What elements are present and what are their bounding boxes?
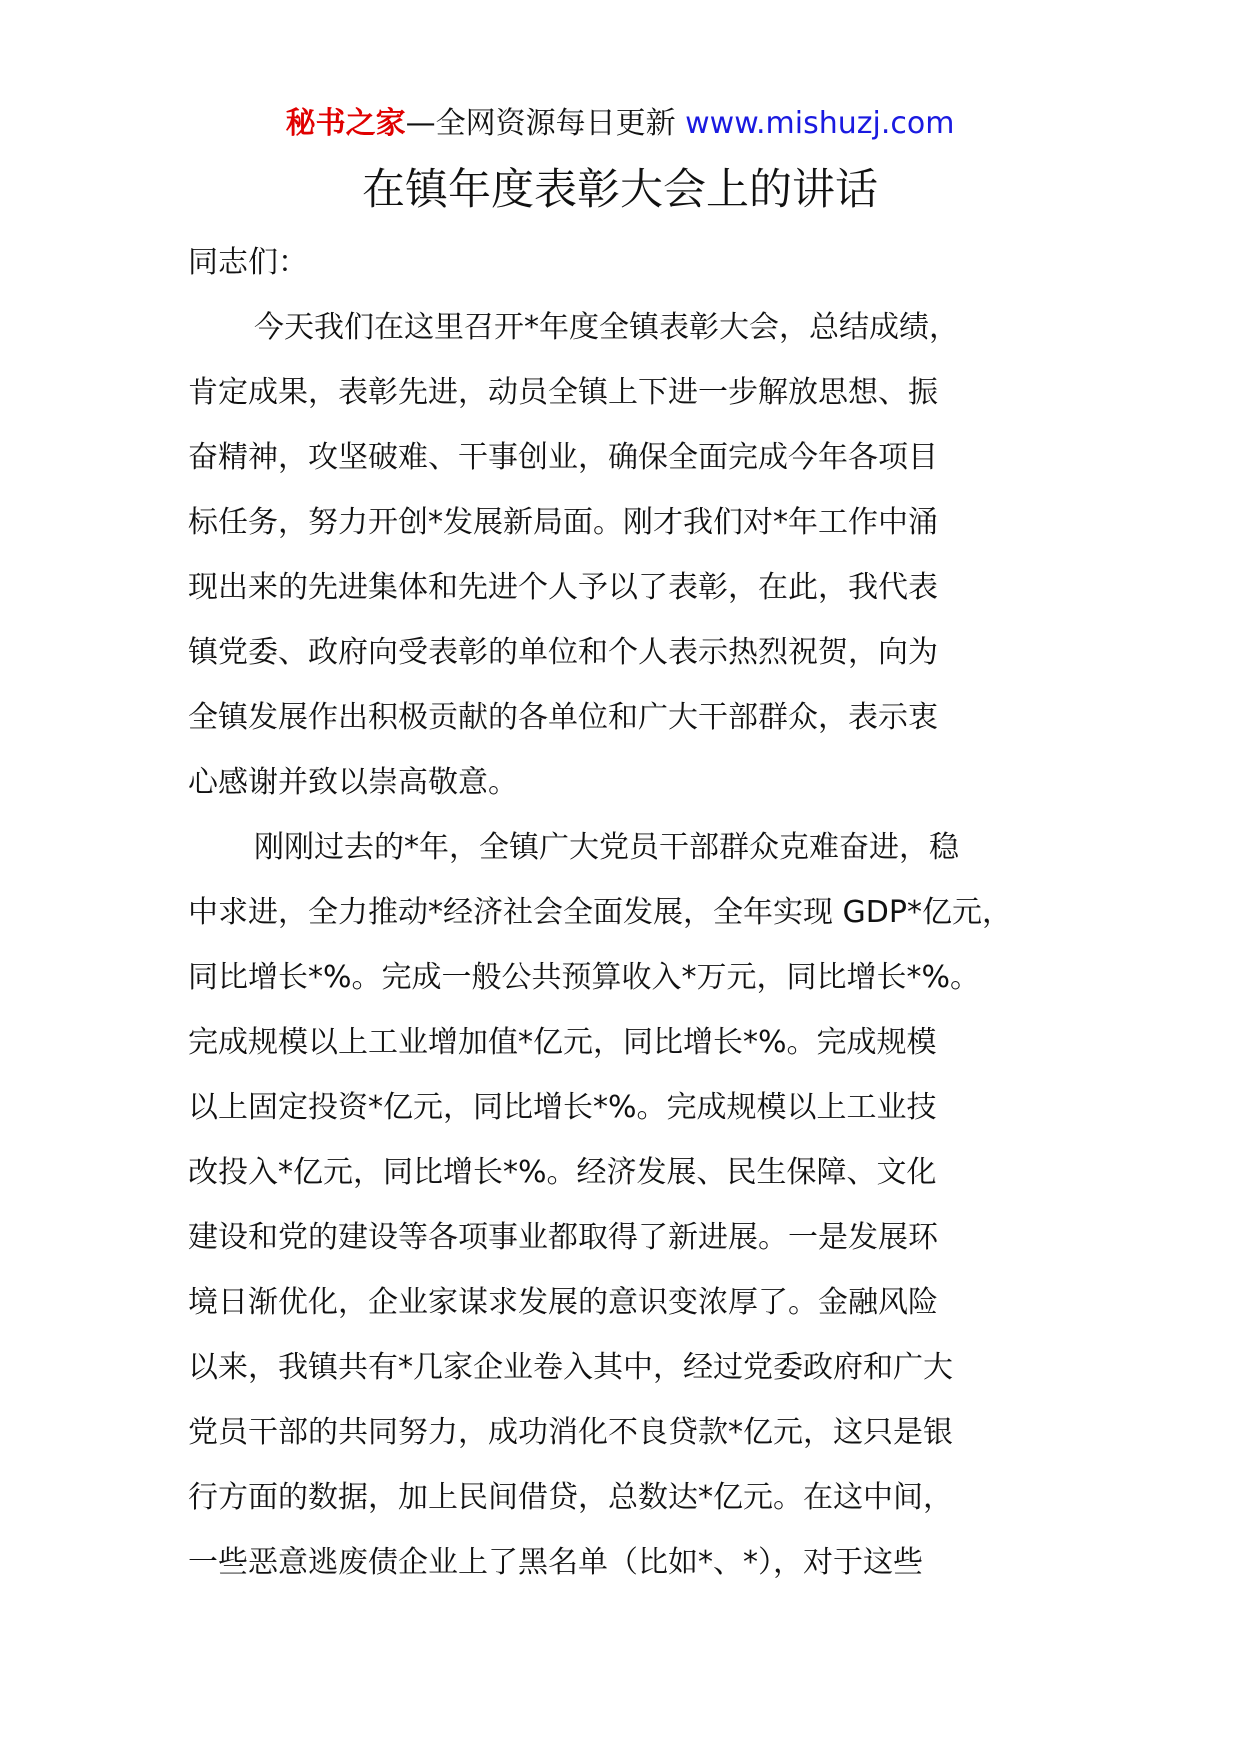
paragraph-line: 标任务，努力开创*发展新局面。刚才我们对*年工作中涌 (188, 505, 938, 540)
paragraph-line: 完成规模以上工业增加值*亿元，同比增长*%。完成规模 (188, 1025, 937, 1060)
document-title: 在镇年度表彰大会上的讲话 (362, 165, 878, 215)
paragraph-line: 肯定成果，表彰先进，动员全镇上下进一步解放思想、振 (188, 375, 938, 410)
paragraph-line: 今天我们在这里召开*年度全镇表彰大会，总结成绩， (254, 310, 959, 345)
paragraph-line: 以来，我镇共有*几家企业卷入其中，经过党委政府和广大 (188, 1350, 953, 1385)
paragraph-line: 镇党委、政府向受表彰的单位和个人表示热烈祝贺，向为 (188, 635, 938, 670)
paragraph-line: 奋精神，攻坚破难、干事创业，确保全面完成今年各项目 (188, 440, 938, 475)
salutation: 同志们： (188, 245, 308, 280)
paragraph-line: 全镇发展作出积极贡献的各单位和广大干部群众，表示衷 (188, 700, 938, 735)
paragraph-line: 境日渐优化，企业家谋求发展的意识变浓厚了。金融风险 (188, 1285, 938, 1320)
site-url-link[interactable]: www.mishuzj.com (685, 106, 955, 141)
paragraph-line: 中求进，全力推动*经济社会全面发展，全年实现 GDP*亿元， (188, 895, 1012, 930)
header-tagline: —全网资源每日更新 (405, 106, 686, 141)
paragraph-line: 党员干部的共同努力，成功消化不良贷款*亿元，这只是银 (188, 1415, 953, 1450)
paragraph-line: 建设和党的建设等各项事业都取得了新进展。一是发展环 (188, 1220, 938, 1255)
paragraph-line: 刚刚过去的*年，全镇广大党员干部群众克难奋进，稳 (254, 830, 959, 865)
paragraph-line: 同比增长*%。完成一般公共预算收入*万元，同比增长*%。 (188, 960, 981, 995)
paragraph-line: 以上固定投资*亿元，同比增长*%。完成规模以上工业技 (188, 1090, 937, 1125)
paragraph-line: 行方面的数据，加上民间借贷，总数达*亿元。在这中间， (188, 1480, 953, 1515)
paragraph-line: 一些恶意逃废债企业上了黑名单（比如*、*），对于这些 (188, 1545, 923, 1580)
header-banner (0, 104, 1240, 144)
paragraph-line: 改投入*亿元，同比增长*%。经济发展、民生保障、文化 (188, 1155, 937, 1190)
paragraph-line: 心感谢并致以崇高敬意。 (188, 765, 518, 800)
paragraph-line: 现出来的先进集体和先进个人予以了表彰，在此，我代表 (188, 570, 938, 605)
brand-name: 秘书之家 (285, 106, 406, 141)
speech-body (188, 230, 1088, 1595)
